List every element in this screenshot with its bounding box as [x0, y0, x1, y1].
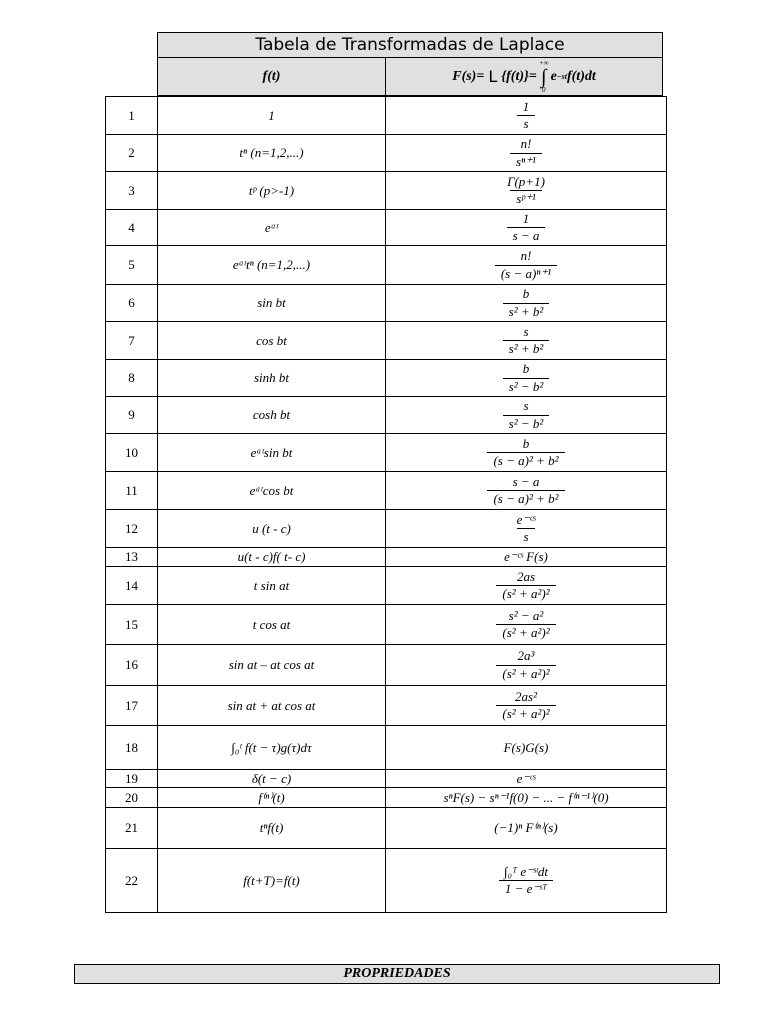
- fraction-denominator: s² + b²: [503, 303, 550, 319]
- transform-fs: [386, 322, 667, 360]
- integral-lower-limit: 0: [541, 85, 546, 94]
- fraction-denominator: s: [517, 115, 534, 131]
- fraction-denominator: (s² + a²)²: [496, 665, 555, 681]
- row-number: 6: [106, 285, 158, 322]
- function-ft: eᵃᵗcos bt: [158, 472, 386, 510]
- function-ft: sin bt: [158, 285, 386, 322]
- row-number: 10: [106, 434, 158, 472]
- integral-sign: ∫: [540, 65, 547, 88]
- table-row: [106, 548, 667, 567]
- fraction-numerator: b: [522, 286, 530, 302]
- table-row: [106, 510, 667, 548]
- transform-fs: [386, 548, 667, 567]
- fraction: [517, 100, 536, 132]
- transform-fs: [386, 808, 667, 849]
- fraction-numerator: s: [523, 398, 529, 414]
- row-number: 5: [106, 246, 158, 285]
- function-ft: sinh bt: [158, 360, 386, 397]
- fraction: [503, 399, 550, 431]
- fraction-denominator: s: [517, 528, 534, 544]
- transform-fs: [386, 788, 667, 808]
- function-ft: sin at – at cos at: [158, 645, 386, 686]
- fraction-numerator: s² − a²: [508, 607, 544, 623]
- transform-expression: e⁻ᶜˢ F(s): [504, 549, 548, 564]
- table-row: [106, 567, 667, 605]
- table-row: [106, 726, 667, 770]
- fraction: [496, 649, 555, 681]
- fraction-numerator: b: [522, 361, 530, 377]
- table-row: [106, 97, 667, 135]
- header-integrand: e: [550, 68, 557, 84]
- fraction-denominator: (s² + a²)²: [496, 624, 555, 640]
- function-ft: δ(t − c): [158, 770, 386, 788]
- fraction: [498, 865, 554, 897]
- row-number: 13: [106, 548, 158, 567]
- fraction-numerator: n!: [520, 248, 532, 264]
- fraction: [496, 609, 555, 641]
- fraction-numerator: b: [522, 435, 530, 451]
- fraction-denominator: (s² + a²)²: [496, 585, 555, 601]
- fraction-numerator: ∫₀ᵀ e⁻ˢᵗdt: [503, 863, 549, 879]
- fraction: [496, 690, 555, 722]
- fraction-numerator: 1: [522, 210, 530, 226]
- fraction-numerator: 2a³: [517, 648, 535, 664]
- laplace-table: [105, 96, 667, 913]
- function-ft: 1: [158, 97, 386, 135]
- table-row: [106, 246, 667, 285]
- table-row: [106, 172, 667, 210]
- transform-fs: [386, 605, 667, 645]
- properties-heading: PROPRIEDADES: [74, 964, 720, 984]
- table-row: [106, 770, 667, 788]
- transform-fs: [386, 360, 667, 397]
- transform-fs: [386, 770, 667, 788]
- fraction: [503, 325, 550, 357]
- fraction: [503, 362, 550, 394]
- function-ft: cosh bt: [158, 397, 386, 434]
- column-header-ft: f(t): [158, 58, 386, 95]
- transform-fs: [386, 472, 667, 510]
- table-row: [106, 849, 667, 913]
- transform-fs: [386, 849, 667, 913]
- fraction: [507, 212, 546, 244]
- column-header-row: [157, 58, 663, 96]
- fraction-numerator: s − a: [512, 473, 540, 489]
- row-number: 15: [106, 605, 158, 645]
- fraction: [495, 249, 557, 281]
- header-fs-left: F(s)=: [452, 68, 485, 84]
- fraction-numerator: e⁻ᶜˢ: [516, 511, 536, 527]
- row-number: 11: [106, 472, 158, 510]
- function-ft: eᵃᵗtⁿ (n=1,2,...): [158, 246, 386, 285]
- row-number: 18: [106, 726, 158, 770]
- fraction: [501, 175, 551, 207]
- fraction-numerator: 2as²: [515, 688, 537, 704]
- transform-fs: [386, 97, 667, 135]
- transform-fs: [386, 686, 667, 726]
- fraction-denominator: sᵖ⁺¹: [510, 190, 542, 206]
- fraction-numerator: s: [523, 323, 529, 339]
- transform-fs: [386, 135, 667, 172]
- function-ft: eᵃᵗ: [158, 210, 386, 246]
- fraction: [487, 475, 564, 507]
- integral-symbol: [539, 60, 549, 94]
- row-number: 8: [106, 360, 158, 397]
- row-number: 17: [106, 686, 158, 726]
- table-title: Tabela de Transformadas de Laplace: [157, 32, 663, 58]
- transform-fs: [386, 246, 667, 285]
- table-row: [106, 686, 667, 726]
- transform-fs: [386, 285, 667, 322]
- function-ft: t sin at: [158, 567, 386, 605]
- fraction-denominator: (s − a)ⁿ⁺¹: [495, 265, 557, 281]
- fraction-denominator: (s − a)² + b²: [487, 490, 564, 506]
- transform-fs: [386, 172, 667, 210]
- table-row: [106, 605, 667, 645]
- table-row: [106, 788, 667, 808]
- fraction-numerator: 1: [522, 98, 530, 114]
- column-header-fs: [386, 58, 662, 95]
- function-ft: cos bt: [158, 322, 386, 360]
- transform-expression: (−1)ⁿ F⁽ⁿ⁾(s): [494, 820, 558, 835]
- table-row: [106, 434, 667, 472]
- row-number: 4: [106, 210, 158, 246]
- function-ft: t cos at: [158, 605, 386, 645]
- fraction: [511, 513, 542, 545]
- function-ft: tⁿf(t): [158, 808, 386, 849]
- row-number: 9: [106, 397, 158, 434]
- table-row: [106, 135, 667, 172]
- fraction: [496, 570, 555, 602]
- function-ft: f(t+T)=f(t): [158, 849, 386, 913]
- table-row: [106, 397, 667, 434]
- transform-fs: [386, 434, 667, 472]
- fraction-denominator: s² − b²: [503, 378, 550, 394]
- function-ft: u (t - c): [158, 510, 386, 548]
- fraction: [510, 137, 542, 169]
- row-number: 19: [106, 770, 158, 788]
- header-laplace-operator: L: [488, 67, 498, 86]
- fraction-denominator: (s − a)² + b²: [487, 452, 564, 468]
- transform-fs: [386, 645, 667, 686]
- table-row: [106, 210, 667, 246]
- transform-fs: [386, 510, 667, 548]
- function-ft: sin at + at cos at: [158, 686, 386, 726]
- transform-fs: [386, 397, 667, 434]
- row-number: 12: [106, 510, 158, 548]
- fraction-numerator: Γ(p+1): [507, 173, 545, 189]
- fraction-denominator: s² − b²: [503, 415, 550, 431]
- header-integrand-rest: f(t)dt: [566, 68, 596, 84]
- row-number: 21: [106, 808, 158, 849]
- transform-fs: [386, 726, 667, 770]
- row-number: 14: [106, 567, 158, 605]
- table-row: [106, 808, 667, 849]
- laplace-table-body: [106, 97, 667, 913]
- row-number: 20: [106, 788, 158, 808]
- row-number: 7: [106, 322, 158, 360]
- fraction-denominator: s − a: [507, 227, 546, 243]
- fraction-denominator: s² + b²: [503, 340, 550, 356]
- transform-expression: F(s)G(s): [503, 739, 549, 755]
- table-row: [106, 322, 667, 360]
- header-fs-brace: {f(t)}=: [501, 68, 537, 84]
- function-ft: tⁿ (n=1,2,...): [158, 135, 386, 172]
- integral-upper-limit: +∞: [538, 58, 549, 67]
- row-number: 22: [106, 849, 158, 913]
- fraction-denominator: sⁿ⁺¹: [510, 153, 542, 169]
- fraction: [503, 287, 550, 319]
- row-number: 1: [106, 97, 158, 135]
- transform-fs: [386, 567, 667, 605]
- function-ft: ∫₀ᵗ f(t − τ)g(τ)dτ: [158, 726, 386, 770]
- function-ft: eᵃᵗsin bt: [158, 434, 386, 472]
- row-number: 3: [106, 172, 158, 210]
- fraction: [487, 437, 564, 469]
- fraction-numerator: 2as: [516, 568, 536, 584]
- table-row: [106, 645, 667, 686]
- fraction-denominator: 1 − e⁻ˢᵀ: [499, 880, 553, 896]
- transform-expression: sⁿF(s) − sⁿ⁻¹f(0) − ... − f⁽ⁿ⁻¹⁾(0): [443, 789, 609, 805]
- row-number: 2: [106, 135, 158, 172]
- transform-expression: e⁻ᶜˢ: [516, 770, 536, 786]
- fraction-denominator: (s² + a²)²: [496, 705, 555, 721]
- header-integrand-exponent: −st: [556, 72, 567, 81]
- row-number: 16: [106, 645, 158, 686]
- table-row: [106, 360, 667, 397]
- transform-fs: [386, 210, 667, 246]
- fraction-numerator: n!: [520, 136, 532, 152]
- table-row: [106, 285, 667, 322]
- function-ft: tᵖ (p>-1): [158, 172, 386, 210]
- function-ft: u(t - c)f( t- c): [158, 548, 386, 567]
- function-ft: f⁽ⁿ⁾(t): [158, 788, 386, 808]
- table-row: [106, 472, 667, 510]
